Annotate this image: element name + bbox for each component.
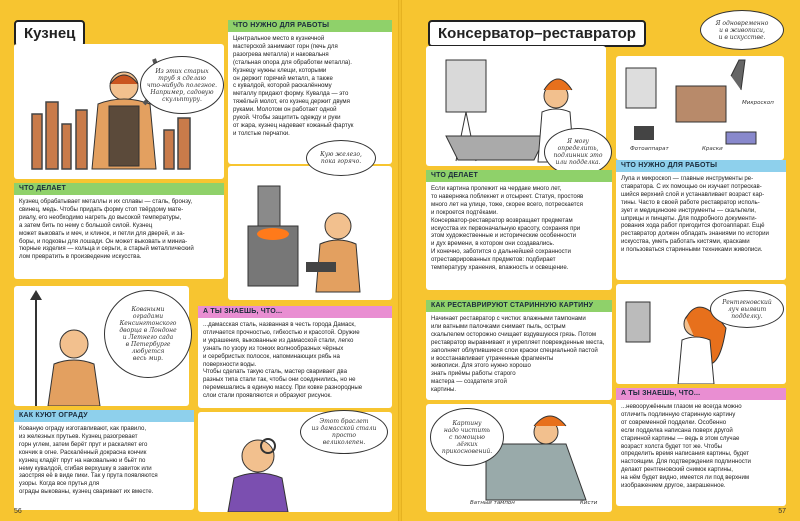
top-speech-bubble: Я одновременно и в живописи, и в искусстве. [700, 10, 784, 50]
tools-illustration [616, 56, 784, 160]
fence-header: КАК КУЮТ ОГРАДУ [14, 410, 194, 422]
what-does-right-text: Если картина пролежит на чердаке много лет, то наверняка поблекнет и отсыреет. Статуя, простояв много лет на улице, тоже, скорее всего, потрескается и покроется подтёками. Консерватор-реставратор возвращает предметам искусства их первоначальную красоту, сохраняя при этом художественные и исторические особенности и дух времени, в котором они создавались. И конечно, заботится о дальнейшей сохранности отреставрированных предметов: подбирает температуру хранения, влажность и освещение. [431, 185, 584, 272]
label-cotton-swab: Ватный тампон [470, 500, 515, 506]
what-does-panel [14, 183, 224, 279]
page-title-blacksmith: Кузнец [14, 20, 85, 47]
label-microscope: Микроскоп [742, 100, 774, 106]
intro-speech-bubble: Из этих старых труб я сделаю что-нибудь полезное. Например, садовую скульптуру. [140, 56, 224, 114]
fence-panel [14, 410, 194, 510]
what-needed-right-header: ЧТО НУЖНО ДЛЯ РАБОТЫ [616, 160, 786, 172]
forge-speech-bubble: Кую железо, пока горячо. [306, 140, 376, 176]
did-you-know-left-text: ...дамасская сталь, названная в честь города Дамаск, отличается прочностью, гибкостью и красотой. Оружие и украшения, выкованные из дамасской стали, легко узнать по узору из тонких волнообразных чёрных и серебристых полосок, напоминающих рябь на поверхности воды. Чтобы сделать такую сталь, мастер сваривает два разных типа стали так, чтобы они соединились, но не перемешались в единую массу. При ковке разнородные слои стали проявляются и образуют рисунок. [203, 321, 363, 400]
how-restore-text: Начинает реставратор с чистки: влажными тампонами или ватными палочками снимает пыль, острым скальпелем осторожно счищает вздувшуюся грязь. Потом реставратор выравнивает и укрепляет поврежденные места, заполняет облупившиеся слои краски специальной пастой и восстанавливает утраченные фрагменты живописи. Для этого нужно хорошо знать приёмы работы старого мастера — создателя этой картины. [431, 315, 605, 394]
what-does-header: ЧТО ДЕЛАЕТ [14, 183, 224, 195]
what-does-text: Кузнец обрабатывает металлы и их сплавы — сталь, бронзу, свинец, медь. Чтобы придать форму стоп твёрдому мате- риалу, его необходимо нагреть до высокой температуры, а затем бить по нему с большой силой. Кузнец может выковать и меч, и клинок, и петли для дверей, и за- боры, и подковы для лошади. Он может выковать и миниа- тюрные изделия — кольца и серьги, а старый металлический лом превратить в произведение искусства. [19, 198, 194, 261]
forge-illustration [228, 166, 392, 300]
fence-text: Кованую ограду изготавливают, как правило, из железных прутьев. Кузнец разогревает горн углем, затем берёт прут и раскаляет его кончик в огне. Раскалённый докрасна кончик кузнец кладёт прут на наковальню и бьёт по нему кувалдой, сгибая верхушку в завиток или заостряя её в виде пики. Так у прута появляются узоры. Когда все прутья для ограды выкованы, кузнец сваривает их вместе. [19, 425, 158, 496]
label-brushes: Кисти [580, 500, 598, 506]
xray-speech-bubble: Рентгеновский луч выявит подделку. [710, 290, 784, 328]
did-you-know-right-panel [616, 388, 786, 506]
page-number-right: 57 [778, 508, 786, 515]
what-does-right-panel [426, 170, 612, 290]
what-needed-header: ЧТО НУЖНО ДЛЯ РАБОТЫ [228, 20, 392, 32]
page-title-restorer: Консерватор–реставратор [428, 20, 646, 47]
did-you-know-left-panel [198, 306, 392, 408]
label-paints: Краски [702, 146, 723, 152]
painting-speech-bubble: Картину надо чистить с помощью лёгких прикосновений. [430, 408, 504, 466]
what-needed-right-text: Лупа и микроскоп — главные инструменты ре- ставратора. С их помощью он изучает потрескав- шийся верхний слой и устанавливает возраст кар- тины. Часто в своей работе реставратор исполь- зует и медицинские инструменты — скальпели, шприцы и пинцеты. Для подробного документи- рования хода работ пригодится фотоаппарат. Ещё реставратор должен обладать знаниями по истории искусства, уметь работать кистями, красками и пользоваться старинными техниками живописи. [621, 175, 769, 254]
label-camera: Фотоаппарат [630, 146, 669, 152]
did-you-know-right-header: А ТЫ ЗНАЕШЬ, ЧТО... [616, 388, 786, 400]
book-gutter [398, 0, 402, 521]
how-restore-header: КАК РЕСТАВРИРУЮТ СТАРИННУЮ КАРТИНУ [426, 300, 612, 312]
did-you-know-left-header: А ТЫ ЗНАЕШЬ, ЧТО... [198, 306, 392, 318]
what-needed-panel [228, 20, 392, 164]
how-restore-panel [426, 300, 612, 400]
restorer-speech-bubble: Я могу определить, подлинник это или подделка. [544, 128, 612, 176]
what-needed-text: Центральное место в кузнечной мастерской занимают горн (печь для разогрева металла) и наковальня (стальная опора для обработки металла). Кузнецу нужны клещи, которыми он держит горячий металл, а также с кувалдой, которой раскалённому металлу придают форму. Кувалда — это тяжёлый молот, его кузнец держит двумя руками. Молотом он работает одной рукой. Чтобы защитить одежду и руки от жара, кузнец надевает кожаный фартук и толстые перчатки. [233, 35, 354, 137]
what-does-right-header: ЧТО ДЕЛАЕТ [426, 170, 612, 182]
did-you-know-right-text: ...невооружённым глазом не всегда можно отличить подлинную старинную картину от современной подделки. Особенно если подделка написана поверх другой старинной картины — ведь в этом случае возраст холста будет тот же. Чтобы определить время написания картины, будет настоящим. Для подтверждения подлинности делают рентгеновский снимок картины, на нём будет видно, имеется ли под верхним изображением другое, закрашенное. [621, 403, 751, 490]
what-needed-right-panel [616, 160, 786, 280]
bracelet-speech-bubble: Этот браслет из дамасской стали просто великолепен. [300, 410, 388, 454]
fence-speech-bubble: Коваными оградами Кенсингтонского дворца в Лондоне и Летнего сада в Петербурге любуется весь мир. [104, 290, 192, 378]
page-number-left: 56 [14, 508, 22, 515]
